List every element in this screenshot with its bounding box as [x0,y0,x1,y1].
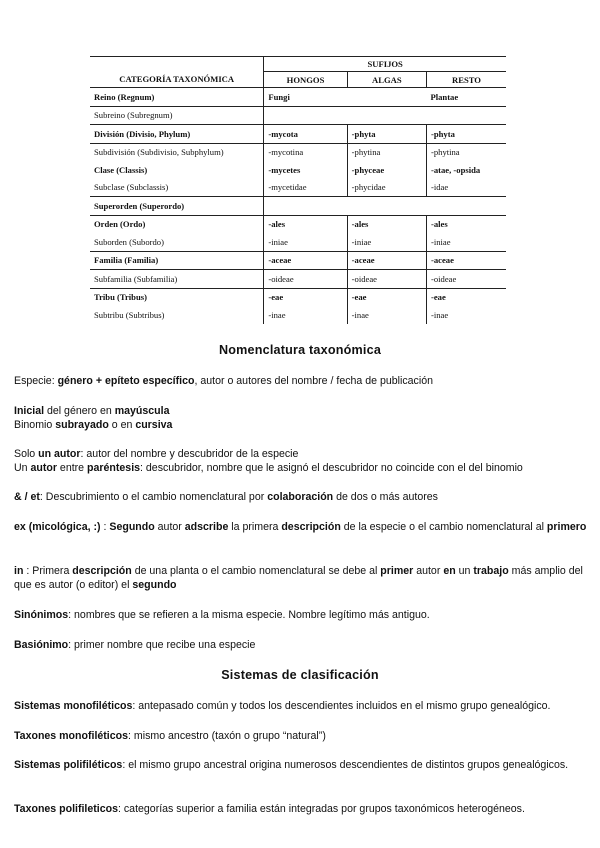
poly-taxa-line [14,803,590,817]
poly-systems-b1: Sistemas polifiléticos [14,759,123,771]
table-row [90,106,506,125]
binomial-t2: o en [108,419,136,431]
poly-taxa-t1: : categorías superior a familia están integradas por grupos taxonómicos heterogéneos. [118,803,525,815]
ex-t3: la primera [228,521,282,533]
algae-cell: -eae [347,288,426,306]
rest-cell: -atae, -opsida [426,161,506,179]
paren-author-b1: autor [30,462,57,474]
binomial-line [14,419,590,433]
in-b2: descripción [72,565,132,577]
basionym-b1: Basiónimo [14,639,69,651]
single-author-t1: Solo [14,448,39,460]
fungi-cell: Fungi [264,88,347,107]
algae-cell: -oideae [347,270,426,289]
category-cell: Suborden (Subordo) [90,233,264,251]
algae-cell: -phycidae [347,179,426,197]
in-t5: más amplio del que es autor (o editor) el [14,565,583,591]
and-et-b1: & / et [14,491,40,503]
paren-author-b2: paréntesis [87,462,141,474]
mono-taxa-b1: Taxones monofiléticos [14,730,129,742]
algae-cell: -inae [347,306,426,324]
in-b5: trabajo [473,565,509,577]
single-author-t2: : autor del nombre y descubridor de la especie [80,448,299,460]
table-row [90,233,506,251]
species-bold: género + epíteto específico [57,375,195,387]
table-row [90,179,506,197]
synonyms-t1: : nombres que se refieren a la misma especie. Nombre legítimo más antiguo. [68,609,430,621]
table-row [90,161,506,179]
species-prefix: Especie: [14,375,58,387]
synonyms-line [14,609,590,623]
fungi-cell [264,197,347,216]
fungi-cell: -ales [264,215,347,233]
and-et-t2: de dos o más autores [333,491,438,503]
rest-cell: -inae [426,306,506,324]
algae-cell: -phyta [347,125,426,144]
algae-cell: -iniae [347,233,426,251]
category-cell: Subtribu (Subtribus) [94,309,165,320]
binomial-t1: Binomio [14,419,56,431]
rest-cell: -phytina [426,143,506,161]
rest-cell: -ales [426,215,506,233]
species-rest: , autor o autores del nombre / fecha de publicación [194,375,433,387]
fungi-cell: -mycotina [264,143,347,161]
single-author-line [14,448,590,462]
initial-b1: Inicial [14,405,45,417]
algae-cell: -ales [347,215,426,233]
fungi-cell: -eae [264,288,347,306]
ex-b3: adscribe [184,521,229,533]
initial-line [14,405,590,419]
rest-cell: -idae [426,179,506,197]
ex-t2: autor [154,521,185,533]
algae-cell [347,88,426,107]
table-row [90,125,506,144]
in-b1: in [14,565,24,577]
paren-author-line [14,462,590,476]
species-line [14,375,590,389]
category-cell: Orden (Ordo) [94,219,146,230]
in-t4: un [455,565,474,577]
ex-b2: Segundo [109,521,155,533]
category-cell: Tribu (Tribus) [94,292,147,303]
basionym-t1: : primer nombre que recibe una especie [68,639,256,651]
table-row [90,88,506,107]
in-t3: autor [413,565,444,577]
fungi-cell: -inae [264,306,347,324]
rest-cell: Plantae [426,88,506,107]
taxonomy-suffix-table [90,56,506,324]
rest-cell: -iniae [426,233,506,251]
category-cell: Subdivisión (Subdivisio, Subphylum) [94,147,224,158]
suffixes-header: SUFIJOS [264,57,506,72]
rest-cell [426,197,506,216]
algae-cell [347,106,426,125]
in-b3: primer [380,565,414,577]
algae-cell: -phytina [347,143,426,161]
algae-header: ALGAS [347,72,426,88]
rest-cell [426,106,506,125]
algae-cell: -phyceae [347,161,426,179]
table-row [90,288,506,306]
paren-author-t1: Un [14,462,31,474]
rest-header: RESTO [426,72,506,88]
ex-b4: descripción [281,521,341,533]
in-paragraph [14,565,590,592]
basionym-line [14,639,590,653]
in-t1: : Primera [23,565,73,577]
in-t2: de una planta o el cambio nomenclatural se debe al [131,565,381,577]
ex-t1: : [100,521,110,533]
mono-systems-b1: Sistemas monofiléticos [14,700,133,712]
table-row [90,251,506,270]
fungi-cell: -iniae [264,233,347,251]
fungi-header: HONGOS [264,72,347,88]
nomenclature-heading: Nomenclatura taxonómica [218,343,382,357]
in-b6: segundo [132,578,177,591]
mono-taxa-t1: : mismo ancestro (taxón o grupo “natural”) [128,730,326,742]
mono-systems-line [14,700,590,714]
ex-paragraph [14,521,590,535]
rest-cell: -eae [426,288,506,306]
algae-cell [347,197,426,216]
category-cell: Reino (Regnum) [90,88,264,107]
category-cell: Clase (Classis) [94,164,148,175]
table-row [90,197,506,216]
category-cell: Familia (Familia) [90,251,264,270]
fungi-cell: -mycota [264,125,347,144]
table-corner [90,57,264,72]
poly-systems-t1: : el mismo grupo ancestral origina numerosos descendientes de distintos grupos genealógicos. [122,759,569,771]
binomial-b2: cursiva [135,419,173,431]
fungi-cell [264,106,347,125]
rest-cell: -phyta [426,125,506,144]
ex-b1: ex (micológica, :) [14,521,101,533]
ex-b5: primero [546,521,587,533]
rest-cell: -aceae [426,251,506,270]
table-row [90,270,506,289]
paren-author-t2: entre [56,462,88,474]
table-row [90,143,506,161]
synonyms-b1: Sinónimos [14,609,69,621]
fungi-cell: -mycetidae [264,179,347,197]
classification-heading: Sistemas de clasificación [221,668,379,682]
category-cell: Subreino (Subregnum) [90,106,264,125]
category-cell: Subfamilia (Subfamilia) [90,270,264,289]
mono-systems-t1: : antepasado común y todos los descendientes incluidos en el mismo grupo genealógico. [132,700,551,712]
table-row [90,215,506,233]
algae-cell: -aceae [347,251,426,270]
mono-taxa-line [14,730,590,744]
single-author-b1: un autor [38,448,81,460]
poly-taxa-b1: Taxones polifileticos [14,803,118,815]
category-cell: Subclase (Subclassis) [90,179,264,197]
poly-systems-paragraph [14,759,590,773]
ex-t4: de la especie o el cambio nomenclatural al [340,521,547,533]
and-et-b2: colaboración [267,491,334,503]
and-et-line [14,491,590,505]
category-header: CATEGORÍA TAXONÓMICA [90,72,264,88]
category-cell: Superorden (Superordo) [90,197,264,216]
category-cell: División (Divisio, Phylum) [90,125,264,144]
initial-t1: del género en [44,405,115,417]
paren-author-t3: : descubridor, nombre que le asignó el descubridor no coincide con el del binomio [140,462,523,474]
initial-b2: mayúscula [114,405,170,417]
and-et-t1: : Descubrimiento o el cambio nomenclatural por [39,491,268,503]
table-row [90,306,506,324]
binomial-b1: subrayado [55,419,109,431]
fungi-cell: -oideae [264,270,347,289]
in-b4: en [443,565,456,577]
fungi-cell: -aceae [264,251,347,270]
fungi-cell: -mycetes [264,161,347,179]
rest-cell: -oideae [426,270,506,289]
